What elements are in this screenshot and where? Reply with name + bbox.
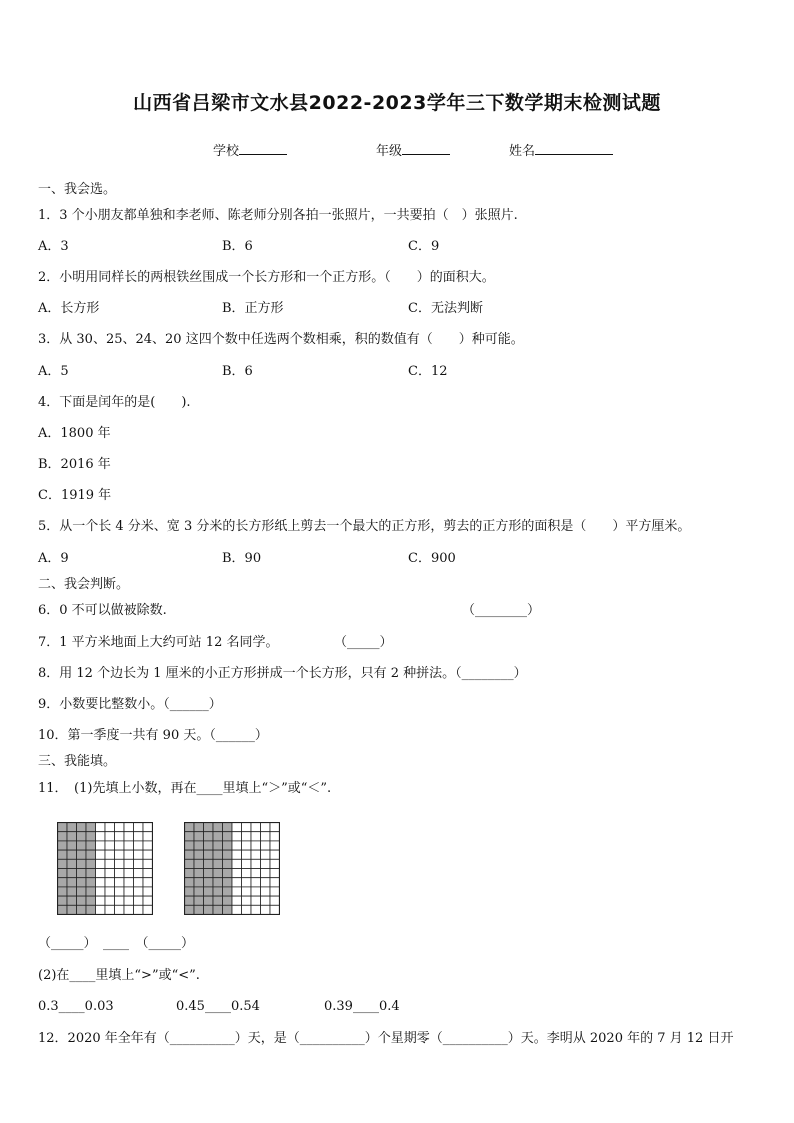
grid-cell bbox=[232, 869, 242, 878]
grid-cell bbox=[194, 878, 204, 887]
grid-cell bbox=[58, 887, 68, 896]
grid-cell bbox=[242, 850, 252, 859]
grid-cell bbox=[77, 850, 87, 859]
grid-cell bbox=[77, 859, 87, 868]
grid-cell bbox=[223, 823, 233, 832]
grid-cell bbox=[232, 896, 242, 905]
grid-cell bbox=[124, 859, 134, 868]
grid-cell bbox=[251, 841, 261, 850]
grid-cell bbox=[261, 878, 271, 887]
grid-cell bbox=[67, 887, 77, 896]
grid-cell bbox=[115, 878, 125, 887]
grid-cell bbox=[58, 905, 68, 914]
grid-cell bbox=[213, 887, 223, 896]
grid-cell bbox=[270, 896, 280, 905]
grid-cell bbox=[77, 832, 87, 841]
grid-cell bbox=[67, 859, 77, 868]
grid-cell bbox=[124, 850, 134, 859]
grid-cell bbox=[124, 832, 134, 841]
q4-option-c[interactable]: C．1919 年 bbox=[38, 488, 112, 503]
grid-cell bbox=[261, 850, 271, 859]
question-3-text: 3．从 30、25、24、20 这四个数中任选两个数相乘，积的数值有（ ）种可能。 bbox=[38, 332, 524, 347]
grid-cell bbox=[204, 905, 214, 914]
grid-cell bbox=[143, 832, 153, 841]
grid-cell bbox=[67, 841, 77, 850]
grid-cell bbox=[143, 896, 153, 905]
grid-cell bbox=[134, 823, 144, 832]
grid-cell bbox=[134, 869, 144, 878]
grid-cell bbox=[96, 905, 106, 914]
grid-cell bbox=[134, 850, 144, 859]
grid-cell bbox=[194, 859, 204, 868]
q2-option-b[interactable]: B．正方形 bbox=[222, 301, 284, 316]
grid-cell bbox=[124, 841, 134, 850]
grid-cell bbox=[223, 832, 233, 841]
grid-cell bbox=[204, 859, 214, 868]
grid-cell bbox=[251, 850, 261, 859]
section-3-heading: 三、我能填。 bbox=[38, 754, 117, 769]
grid-cell bbox=[105, 850, 115, 859]
hundred-grid-2-svg bbox=[184, 822, 280, 915]
grid-cell bbox=[143, 887, 153, 896]
grid-cell bbox=[232, 887, 242, 896]
q2-option-c[interactable]: C．无法判断 bbox=[408, 301, 483, 316]
grid-cell bbox=[124, 823, 134, 832]
grid-cell bbox=[86, 841, 96, 850]
section-2-heading: 二、我会判断。 bbox=[38, 577, 130, 592]
grid-cell bbox=[232, 878, 242, 887]
grid-cell bbox=[232, 841, 242, 850]
grid-cell bbox=[204, 823, 214, 832]
grid-cell bbox=[213, 832, 223, 841]
grid-cell bbox=[143, 869, 153, 878]
q11-part-2-heading: (2)在____里填上“>”或“<”. bbox=[38, 968, 200, 983]
grid-cell bbox=[213, 850, 223, 859]
grid-cell bbox=[270, 859, 280, 868]
grid-cell bbox=[204, 869, 214, 878]
grid-cell bbox=[86, 823, 96, 832]
q11-answer-blanks[interactable]: （_____） ____ （_____） bbox=[38, 936, 195, 951]
grid-cell bbox=[242, 896, 252, 905]
q1-option-a[interactable]: A．3 bbox=[38, 239, 69, 254]
grid-cell bbox=[213, 841, 223, 850]
grid-cell bbox=[261, 823, 271, 832]
grid-cell bbox=[270, 869, 280, 878]
grid-cell bbox=[67, 823, 77, 832]
grid-cell bbox=[96, 859, 106, 868]
section-1-heading: 一、我会选。 bbox=[38, 182, 117, 197]
q1-option-b[interactable]: B．6 bbox=[222, 239, 253, 254]
grid-cell bbox=[134, 896, 144, 905]
q4-option-b[interactable]: B．2016 年 bbox=[38, 457, 111, 472]
grid-cell bbox=[96, 896, 106, 905]
grid-cell bbox=[213, 859, 223, 868]
grid-cell bbox=[58, 869, 68, 878]
grid-cell bbox=[251, 832, 261, 841]
grid-cell bbox=[96, 832, 106, 841]
grid-cell bbox=[105, 878, 115, 887]
grid-cell bbox=[242, 878, 252, 887]
grid-cell bbox=[242, 887, 252, 896]
grade-label: 年级 bbox=[376, 144, 403, 159]
grid-cell bbox=[242, 905, 252, 914]
grid-cell bbox=[270, 878, 280, 887]
grid-cell bbox=[105, 869, 115, 878]
question-4-text: 4．下面是闰年的是( ). bbox=[38, 395, 191, 410]
grid-cell bbox=[124, 887, 134, 896]
grid-cell bbox=[232, 823, 242, 832]
q5-option-b[interactable]: B．90 bbox=[222, 551, 262, 566]
grid-cell bbox=[261, 832, 271, 841]
grid-cell bbox=[194, 850, 204, 859]
question-12-text: 12．2020 年全年有（__________）天，是（__________）个星期零（__________）天。李明从 2020 年的 7 月 12 日开 bbox=[38, 1031, 734, 1046]
grid-cell bbox=[223, 869, 233, 878]
grid-cell bbox=[86, 878, 96, 887]
grid-cell bbox=[77, 905, 87, 914]
grid-cell bbox=[143, 841, 153, 850]
grid-cell bbox=[185, 823, 195, 832]
grid-cell bbox=[67, 878, 77, 887]
grid-cell bbox=[143, 850, 153, 859]
grid-cell bbox=[134, 887, 144, 896]
grid-cell bbox=[134, 832, 144, 841]
grid-cell bbox=[185, 869, 195, 878]
grid-cell bbox=[77, 887, 87, 896]
grid-cell bbox=[232, 850, 242, 859]
grade-field[interactable] bbox=[376, 140, 450, 159]
question-9-text: 9．小数要比整数小。（______） bbox=[38, 697, 222, 712]
grid-cell bbox=[124, 878, 134, 887]
grid-cell bbox=[58, 850, 68, 859]
grid-cell bbox=[134, 878, 144, 887]
grid-cell bbox=[134, 841, 144, 850]
grid-cell bbox=[261, 905, 271, 914]
grid-cell bbox=[194, 869, 204, 878]
grid-cell bbox=[115, 887, 125, 896]
grid-cell bbox=[134, 905, 144, 914]
grid-cell bbox=[270, 832, 280, 841]
grid-cell bbox=[185, 841, 195, 850]
grid-cell bbox=[223, 878, 233, 887]
grid-cell bbox=[143, 859, 153, 868]
grid-cell bbox=[204, 896, 214, 905]
grid-cell bbox=[58, 832, 68, 841]
grid-cell bbox=[115, 869, 125, 878]
grid-cell bbox=[86, 887, 96, 896]
grid-cell bbox=[213, 878, 223, 887]
grid-cell bbox=[67, 850, 77, 859]
grid-cell bbox=[115, 859, 125, 868]
grid-cell bbox=[270, 823, 280, 832]
q6-answer-blank[interactable]: （________） bbox=[462, 603, 541, 618]
grid-cell bbox=[251, 905, 261, 914]
grid-cell bbox=[96, 841, 106, 850]
grid-cell bbox=[204, 887, 214, 896]
grid-cell bbox=[115, 850, 125, 859]
grid-cell bbox=[67, 832, 77, 841]
grid-cell bbox=[232, 859, 242, 868]
q3-option-b[interactable]: B．6 bbox=[222, 364, 253, 379]
grid-cell bbox=[105, 905, 115, 914]
grid-cell bbox=[194, 823, 204, 832]
grid-cell bbox=[86, 905, 96, 914]
question-7-text: 7．1 平方米地面上大约可站 12 名同学。 bbox=[38, 635, 279, 650]
grid-cell bbox=[204, 850, 214, 859]
grid-cell bbox=[77, 869, 87, 878]
q3-option-a[interactable]: A．5 bbox=[38, 364, 69, 379]
name-label: 姓名 bbox=[509, 144, 536, 159]
question-11-heading: 11． (1)先填上小数，再在____里填上“＞”或“＜”. bbox=[38, 781, 332, 796]
grid-cell bbox=[242, 823, 252, 832]
grid-cell bbox=[86, 869, 96, 878]
grid-cell bbox=[251, 859, 261, 868]
grid-cell bbox=[185, 850, 195, 859]
grid-cell bbox=[185, 905, 195, 914]
name-field[interactable] bbox=[509, 140, 613, 159]
grid-cell bbox=[115, 823, 125, 832]
grid-cell bbox=[105, 896, 115, 905]
hundred-grid-2 bbox=[184, 822, 280, 915]
question-10-text: 10．第一季度一共有 90 天。（______） bbox=[38, 728, 268, 743]
grid-cell bbox=[242, 841, 252, 850]
grid-cell bbox=[194, 887, 204, 896]
grid-cell bbox=[96, 823, 106, 832]
grid-cell bbox=[261, 896, 271, 905]
grid-cell bbox=[242, 832, 252, 841]
grid-cell bbox=[251, 878, 261, 887]
school-field[interactable] bbox=[213, 140, 287, 159]
q3-option-c[interactable]: C．12 bbox=[408, 364, 448, 379]
grid-cell bbox=[185, 832, 195, 841]
q4-option-a[interactable]: A．1800 年 bbox=[38, 426, 111, 441]
grid-cell bbox=[58, 859, 68, 868]
q2-option-a[interactable]: A．长方形 bbox=[38, 301, 100, 316]
grid-cell bbox=[185, 887, 195, 896]
grid-cell bbox=[185, 878, 195, 887]
grid-cell bbox=[134, 859, 144, 868]
grid-cell bbox=[115, 905, 125, 914]
grid-cell bbox=[204, 832, 214, 841]
grid-cell bbox=[223, 850, 233, 859]
grid-cell bbox=[86, 859, 96, 868]
grid-cell bbox=[261, 887, 271, 896]
grid-cell bbox=[77, 841, 87, 850]
grid-cell bbox=[67, 896, 77, 905]
grid-cell bbox=[58, 896, 68, 905]
grid-cell bbox=[270, 841, 280, 850]
grid-cell bbox=[261, 869, 271, 878]
grid-cell bbox=[86, 832, 96, 841]
grid-cell bbox=[194, 905, 204, 914]
question-2-text: 2．小明用同样长的两根铁丝围成一个长方形和一个正方形。（ ）的面积大。 bbox=[38, 270, 495, 285]
grid-cell bbox=[124, 896, 134, 905]
grid-cell bbox=[213, 869, 223, 878]
q5-option-a[interactable]: A．9 bbox=[38, 551, 69, 566]
grid-cell bbox=[143, 878, 153, 887]
grid-cell bbox=[223, 896, 233, 905]
grid-cell bbox=[58, 878, 68, 887]
grid-cell bbox=[232, 832, 242, 841]
grid-cell bbox=[194, 896, 204, 905]
grid-cell bbox=[124, 905, 134, 914]
grid-cell bbox=[185, 896, 195, 905]
grid-cell bbox=[105, 859, 115, 868]
grid-cell bbox=[261, 841, 271, 850]
grid-cell bbox=[270, 905, 280, 914]
grid-cell bbox=[96, 850, 106, 859]
grid-cell bbox=[96, 887, 106, 896]
grid-cell bbox=[115, 841, 125, 850]
grid-cell bbox=[67, 869, 77, 878]
grid-cell bbox=[251, 887, 261, 896]
grid-cell bbox=[77, 896, 87, 905]
grid-cell bbox=[124, 869, 134, 878]
grid-cell bbox=[213, 823, 223, 832]
hundred-grid-1 bbox=[57, 822, 153, 915]
school-label: 学校 bbox=[213, 144, 240, 159]
q11-compare-1[interactable]: 0.3____0.03 bbox=[38, 999, 114, 1014]
q5-option-c[interactable]: C．900 bbox=[408, 551, 456, 566]
grid-cell bbox=[143, 905, 153, 914]
grid-cell bbox=[261, 859, 271, 868]
grid-cell bbox=[251, 869, 261, 878]
grid-cell bbox=[77, 823, 87, 832]
grid-cell bbox=[204, 878, 214, 887]
grid-cell bbox=[105, 832, 115, 841]
grid-cell bbox=[223, 841, 233, 850]
question-6-text: 6．0 不可以做被除数. bbox=[38, 603, 167, 618]
page-title: 山西省吕梁市文水县2022-2023学年三下数学期末检测试题 bbox=[133, 92, 661, 114]
grid-cell bbox=[242, 859, 252, 868]
grid-cell bbox=[204, 841, 214, 850]
grid-cell bbox=[115, 832, 125, 841]
question-8-text: 8．用 12 个边长为 1 厘米的小正方形拼成一个长方形，只有 2 种拼法。（________） bbox=[38, 666, 527, 681]
grid-cell bbox=[105, 841, 115, 850]
grid-cell bbox=[232, 905, 242, 914]
grid-cell bbox=[115, 896, 125, 905]
grid-cell bbox=[86, 850, 96, 859]
grid-cell bbox=[58, 841, 68, 850]
grid-cell bbox=[96, 878, 106, 887]
grid-cell bbox=[242, 869, 252, 878]
q11-compare-3[interactable]: 0.39____0.4 bbox=[324, 999, 400, 1014]
grid-cell bbox=[105, 887, 115, 896]
grid-cell bbox=[77, 878, 87, 887]
grid-cell bbox=[86, 896, 96, 905]
grid-cell bbox=[105, 823, 115, 832]
grid-cell bbox=[223, 859, 233, 868]
grid-cell bbox=[194, 832, 204, 841]
q11-compare-2[interactable]: 0.45____0.54 bbox=[176, 999, 260, 1014]
grid-cell bbox=[194, 841, 204, 850]
grid-cell bbox=[58, 823, 68, 832]
grid-cell bbox=[251, 823, 261, 832]
hundred-grid-1-svg bbox=[57, 822, 153, 915]
question-1-text: 1．3 个小朋友都单独和李老师、陈老师分别各拍一张照片，一共要拍（ ）张照片. bbox=[38, 208, 518, 223]
grid-cell bbox=[223, 905, 233, 914]
grid-cell bbox=[270, 850, 280, 859]
q1-option-c[interactable]: C．9 bbox=[408, 239, 440, 254]
question-5-text: 5．从一个长 4 分米、宽 3 分米的长方形纸上剪去一个最大的正方形，剪去的正方形的面积是（ ）平方厘米。 bbox=[38, 519, 691, 534]
grid-cell bbox=[185, 859, 195, 868]
grid-cell bbox=[67, 905, 77, 914]
grid-cell bbox=[213, 905, 223, 914]
grid-cell bbox=[143, 823, 153, 832]
grid-cell bbox=[213, 896, 223, 905]
grid-cell bbox=[270, 887, 280, 896]
grid-cell bbox=[96, 869, 106, 878]
grid-cell bbox=[251, 896, 261, 905]
q7-answer-blank[interactable]: （_____） bbox=[334, 635, 393, 650]
grid-cell bbox=[223, 887, 233, 896]
